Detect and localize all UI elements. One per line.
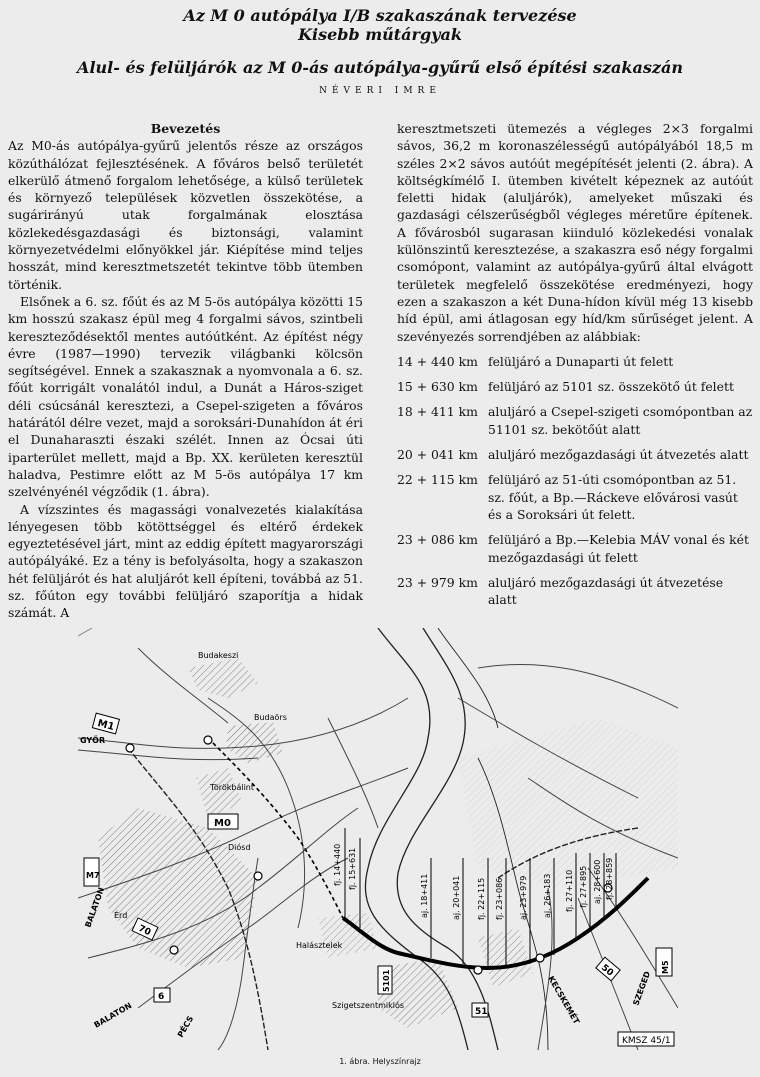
area-pest-south (458, 718, 678, 888)
km-label: aj. 18+411 (420, 873, 429, 918)
list-item (397, 353, 753, 370)
bridge-desc: aluljáró a Csepel-szigeti csomópontban az 51101 sz. bekötőút alatt (488, 404, 753, 437)
bridge-km: 23 + 086 km (397, 532, 478, 548)
bridge-desc: aluljáró mezőgazdasági út átvezetés alatt (488, 447, 749, 463)
list-item (397, 471, 753, 523)
direction-label: PÉCS (175, 1014, 196, 1039)
paragraph: Az M0-ás autópálya-gyűrű jelentős része az országos közúthálózat fejlesztésének. A főváros belső területét elkerülő átmenő forgalom lehetősége, a külső területek és környező települések közvetlen összekötése, a sugárirányú utak forgalmának elosztása közlekedésgazdasági és biztonsági, valamint környezetvédelmi előnyökkel jár. Kiépítése mind teljes hosszát, mind keresztmetszetét tekintve több ütemben történik. (8, 138, 363, 292)
paragraph: keresztmetszeti ütemezés a végleges 2×3 forgalmi sávos, 36,2 m koronaszélességű autópályából 18,5 m széles 2×2 sávos autóút megépítését jelenti (2. ábra). A költségkímélő I. ütemben kivételt képeznek az autóút feletti hidak (aluljárók), amelyeket műszaki és gazdasági célszerűségből végleges méretűre építenek. A fővárosból sugarasan kiinduló közlekedési vonalak különszintű keresztezése, a szakaszra eső négy forgalmi csomópont, valamint az autópálya-gyűrű által elvágott területek megfelelő összekötése eredményezi, hogy ezen a szakaszon a két Duna-hídon kívül még 13 kisebb híd épül, ami átlagosan egy híd/km sűrűséget jelent. A szevényezés sorrendjében az alábbiak: (397, 121, 753, 344)
section-title: Bevezetés (150, 121, 221, 136)
road-number-label: M7 (86, 871, 100, 880)
road-number-label: 6 (158, 992, 165, 1002)
left-column (8, 120, 363, 622)
road-number-label: M0 (214, 818, 231, 829)
km-label: fj. 22+115 (477, 877, 486, 920)
place-label: Szigetszentmiklós (332, 1001, 405, 1010)
list-item (397, 403, 753, 438)
sub-title: Kisebb műtárgyak (298, 25, 462, 44)
area-torokbalint (196, 768, 243, 818)
article-title: Alul- és felüljárók az M 0-ás autópálya-gyűrű első építési szakaszán (77, 58, 683, 77)
direction-label: BALATON (92, 1000, 134, 1030)
road-number-label: M1 (96, 718, 116, 734)
km-label: aj. 28+600 (593, 859, 602, 904)
direction-label: BALATON (83, 886, 107, 929)
direction-label: GYŐR (80, 736, 106, 745)
km-label: aj. 20+041 (452, 875, 461, 920)
road-number-label: M5 (661, 960, 670, 974)
bridge-km: 18 + 411 km (397, 404, 478, 420)
bridge-list (397, 353, 753, 609)
place-label: Diósd (228, 843, 251, 852)
bridge-km: 15 + 630 km (397, 379, 478, 395)
map-frame (78, 628, 92, 636)
bridge-desc: aluljáró mezőgazdasági út átvezetése alatt (488, 574, 724, 608)
author: NÉVERI IMRE (319, 86, 441, 96)
bridge-desc: felüljáró az 5101 sz. összekötő út felett (488, 379, 734, 395)
road-number-label: 51 (475, 1007, 488, 1017)
road-number-label: 50 (598, 962, 615, 979)
bridge-desc: felüljáró az 51-úti csomópontban az 51. sz. főút, a Bp.—Ráckeve elővárosi vasút és a Soroksári út felett. (488, 472, 738, 522)
direction-label: SZEGED (631, 970, 653, 1007)
km-label: aj. 26+183 (543, 873, 552, 918)
area-budaors (226, 722, 283, 763)
place-label: Törökbálint (210, 783, 255, 792)
place-label: Budaörs (254, 713, 287, 722)
paragraph: Elsőnek a 6. sz. főút és az M 5-ös autópálya közötti 15 km hosszú szakasz épül meg 4 forgalmi sávos, szintbeli kereszteződésektől mentes autóútként. Az építést négy évre (1987—1990) tervezik világbanki kölcsön segítségével. Ennek a szakasznak a nyomvonala a 6. sz. főút korrigált vonalától indul, a Dunát a Háros-sziget déli csúcsánál keresztezi, a Csepel-szigeten a főváros határától délre vezet, majd a soroksári-Dunahídon át éri el Dunaharaszti északi szélét. Innen az Ócsai úti iparterület mellett, majd a Bp. XX. kerületen keresztül haladva, Pestimre előtt az M 5-ös autópálya 17 km szelvényénél végződik (1. ábra). (8, 293, 363, 500)
place-label: Halásztelek (296, 941, 343, 950)
title-block (0, 6, 760, 96)
bridge-desc: felüljáró a Bp.—Kelebia MÁV vonal és két mezőgazdasági út felett (488, 532, 749, 565)
km-label: fj. 27+895 (579, 865, 588, 908)
paragraph: A vízszintes és magassági vonalvezetés kialakítása lényegesen több kötöttséggel és eltérő érdekek egyeztetésével járt, mint az eddig épített magyarországi autópályáké. Ez a tény is befolyásolta, hogy a szakaszon hét felüljárót és hat aluljárót kell építeni, továbbá az 51. sz. főúton egy további felüljáró szaporítja a hidak számát. A (8, 501, 363, 621)
stamp-label: KMSZ 45/1 (622, 1036, 671, 1046)
main-title: Az M 0 autópálya I/B szakaszának tervezése (183, 6, 577, 25)
km-label: fj. 28+859 (605, 857, 614, 900)
list-item (397, 574, 753, 609)
right-column (397, 120, 753, 616)
road-number-label: 70 (136, 923, 153, 939)
bridge-km: 20 + 041 km (397, 447, 478, 463)
place-label: Érd (114, 911, 128, 920)
map-stamp (618, 1032, 674, 1046)
place-label: Budakeszi (198, 651, 239, 660)
figure-caption: 1. ábra. Helyszínrajz (339, 1057, 421, 1066)
area-budakeszi (188, 658, 258, 698)
bridge-km: 23 + 979 km (397, 574, 478, 590)
bridge-desc: felüljáró a Dunaparti út felett (488, 353, 674, 369)
site-plan-map (78, 628, 678, 1050)
direction-label: KECSKEMÉT (546, 974, 582, 1026)
km-label: fj. 15+631 (348, 847, 357, 890)
road-number-label: 5101 (382, 969, 391, 992)
km-label: aj. 23+979 (519, 875, 528, 920)
km-label: fj. 23+086 (495, 877, 504, 920)
list-item (397, 446, 753, 463)
list-item (397, 531, 753, 566)
bridge-km: 22 + 115 km (397, 472, 478, 488)
km-label: fj. 27+110 (565, 869, 574, 912)
bridge-km: 14 + 440 km (397, 353, 478, 369)
km-label: fj. 14+440 (333, 843, 342, 886)
list-item (397, 378, 753, 395)
area-erd (98, 808, 258, 968)
